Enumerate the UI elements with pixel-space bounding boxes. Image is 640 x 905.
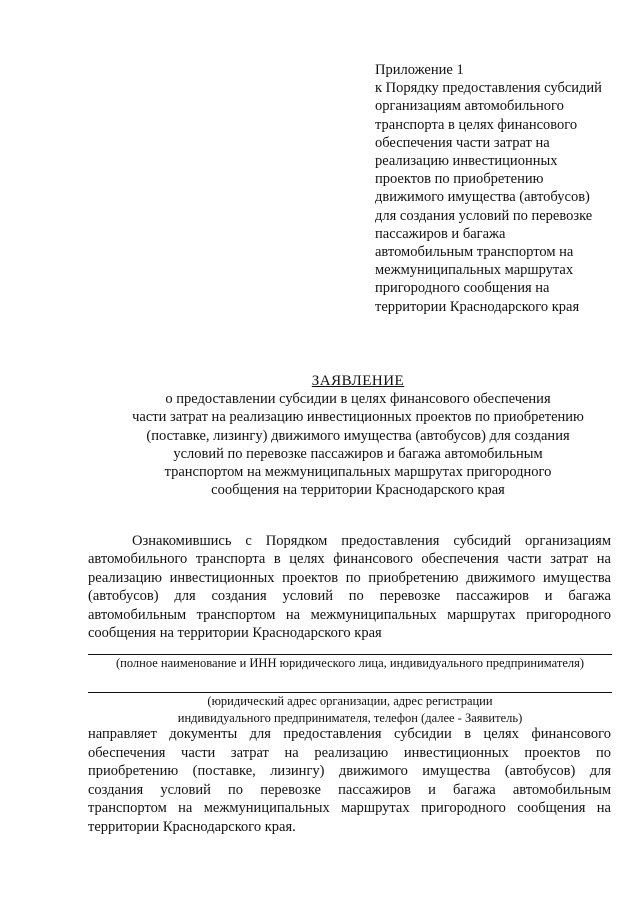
appendix-line: проектов по приобретению [375,171,544,188]
closing-line: приобретению (поставке, лизингу) движимого имущества (автобусов) для [88,763,611,780]
appendix-line: автомобильным транспортом на [375,244,574,261]
appendix-line: для создания условий по перевозке [375,207,593,224]
applicant-address-caption-line: индивидуального предпринимателя, телефон (далее - Заявитель) [177,710,523,725]
applicant-name-caption: (полное наименование и ИНН юридического лица, индивидуального предпринимателя) [115,656,585,670]
closing-line: направляет документы для предоставления субсидии в целях финансового [88,726,611,742]
intro-line: автомобильным транспортом на межмуниципальных маршрутах пригородного [88,606,611,623]
closing-line: транспортом на межмуниципальных маршрутах пригородного сообщения на [88,800,611,817]
statement-heading [88,372,628,499]
appendix-header [375,61,625,316]
applicant-name-field[interactable] [88,654,612,672]
appendix-line: межмуниципальных маршрутах [375,262,574,279]
intro-line: Ознакомившись с Порядком предоставления субсидий организациям [132,533,611,549]
appendix-line: Приложение 1 [375,62,464,78]
document-title: ЗАЯВЛЕНИЕ [311,373,405,389]
appendix-line: реализацию инвестиционных [375,153,558,170]
subtitle-line: части затрат на реализацию инвестиционных проектов по приобретению [132,409,584,426]
closing-line: обеспечения части затрат на реализацию инвестиционных проектов по [88,744,611,761]
appendix-line: организациям автомобильного [375,98,564,115]
subtitle-line: (поставке, лизингу) движимого имущества (автобусов) для создания [146,427,570,444]
appendix-line: транспорта в целях финансового [375,116,578,133]
appendix-line: пассажиров и багажа [375,225,506,242]
appendix-line: пригородного сообщения на [375,280,550,297]
appendix-line: обеспечения части затрат на [375,134,550,151]
intro-line: автомобильного транспорта в целях финансового обеспечения части затрат на [88,551,611,568]
intro-paragraph [88,532,611,642]
closing-paragraph [88,725,611,837]
closing-line: создания условий по перевозке пассажиров и багажа автомобильным [88,781,611,798]
applicant-address-field[interactable] [88,692,612,726]
subtitle-line: транспортом на межмуниципальных маршрутах пригородного [164,464,552,481]
appendix-line: территории Краснодарского края [375,298,580,315]
intro-line: реализацию инвестиционных проектов по приобретению движимого имущества [88,569,611,586]
subtitle-line: сообщения на территории Краснодарского края [211,482,505,499]
appendix-line: движимого имущества (автобусов) [375,189,590,206]
applicant-address-caption-line: (юридический адрес организации, адрес регистрации [207,694,493,708]
closing-line: территории Краснодарского края. [88,818,296,835]
intro-line: (автобусов) для создания условий по перевозке пассажиров и багажа [88,588,611,605]
appendix-line: к Порядку предоставления субсидий [375,80,602,97]
subtitle-line: о предоставлении субсидии в целях финансового обеспечения [165,391,551,408]
intro-line: сообщения на территории Краснодарского края [88,625,382,642]
subtitle-line: условий по перевозке пассажиров и багажа автомобильным [173,445,543,462]
